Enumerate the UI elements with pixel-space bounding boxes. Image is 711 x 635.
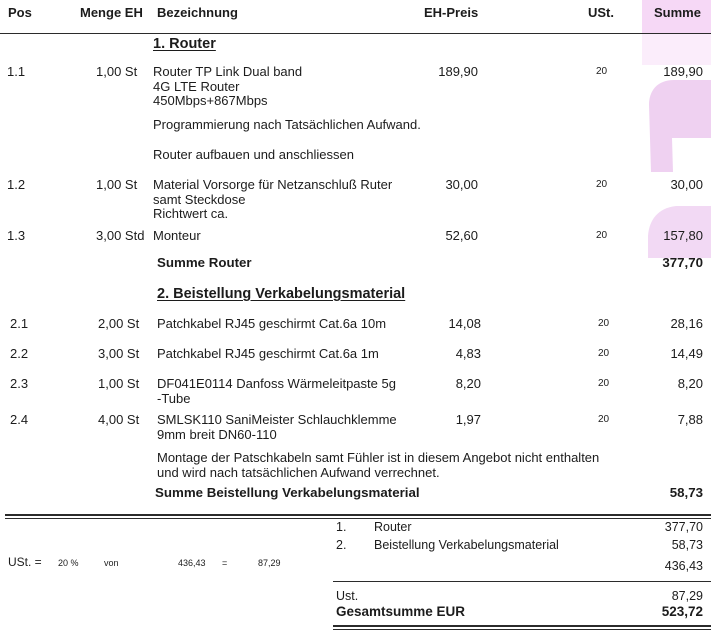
column-header-pos: Pos: [8, 5, 32, 20]
column-header-vat: USt.: [588, 5, 614, 20]
section-subtotal-label: Summe Beistellung Verkabelungsmaterial: [155, 485, 420, 500]
vat-rate: 20: [596, 179, 608, 190]
summe-column-highlight: [642, 33, 711, 65]
quantity: 1,00 St: [96, 177, 138, 192]
description-line: Monteur: [153, 228, 201, 243]
vat-calc-equals: =: [222, 558, 228, 568]
line-item-row: [0, 347, 711, 362]
description-line: SMLSK110 SaniMeister Schlauchklemme: [157, 412, 397, 427]
line-total: 7,88: [677, 412, 703, 427]
description: [157, 377, 396, 406]
vat-rate: 20: [596, 230, 608, 241]
description-line: Patchkabel RJ45 geschirmt Cat.6a 10m: [157, 316, 387, 331]
vat-calc-base: 436,43: [178, 558, 206, 568]
line-item-row: [0, 65, 711, 109]
position-number: 1.3: [7, 228, 26, 243]
vat-calc-of: von: [104, 558, 119, 568]
item-note: und wird nach tatsächlichen Aufwand verrechnet.: [157, 465, 440, 480]
section-title: 1. Router: [153, 36, 216, 52]
description: [153, 178, 392, 222]
summary-divider: [5, 518, 711, 519]
item-note: Montage der Patschkabeln samt Fühler ist in diesem Angebot nicht enthalten: [157, 450, 600, 465]
vat-calc-rate: 20 %: [58, 558, 79, 568]
grand-total-label: Gesamtsumme EUR: [336, 604, 466, 619]
unit-price: 14,08: [448, 316, 481, 331]
position-number: 1.1: [7, 64, 26, 79]
line-item-row: [0, 413, 711, 443]
summary-line-value: 377,70: [664, 520, 703, 534]
quantity: 4,00 St: [98, 412, 140, 427]
description-line: Router TP Link Dual band: [153, 64, 303, 79]
quantity: 2,00 St: [98, 316, 140, 331]
vat-label: Ust.: [336, 589, 359, 603]
vat-calc-amount: 87,29: [258, 558, 281, 568]
section-subtotal-label: Summe Router: [157, 255, 252, 270]
grand-total-underline: [333, 625, 711, 627]
unit-price: 1,97: [455, 412, 481, 427]
section-title: 2. Beistellung Verkabelungsmaterial: [157, 286, 406, 302]
unit-price: 8,20: [455, 376, 481, 391]
section-subtotal-value: 377,70: [662, 255, 703, 270]
description-line: 4G LTE Router: [153, 78, 240, 94]
line-total: 189,90: [663, 64, 703, 79]
description: [157, 413, 397, 442]
summary-line-number: 1.: [336, 520, 347, 534]
quantity: 1,00 St: [96, 64, 138, 79]
description-line: Patchkabel RJ45 geschirmt Cat.6a 1m: [157, 346, 379, 361]
summary-divider: [5, 514, 711, 516]
item-note: Programmierung nach Tatsächlichen Aufwand.: [153, 117, 421, 132]
position-number: 2.1: [10, 316, 29, 331]
column-header-total: Summe: [654, 5, 701, 20]
description-line: -Tube: [157, 390, 191, 406]
vat-calc-label: USt. =: [8, 555, 42, 569]
column-header-unit-price: EH-Preis: [424, 5, 479, 20]
total-divider: [333, 581, 711, 582]
line-total: 157,80: [663, 228, 703, 243]
description: [153, 65, 302, 109]
line-item-row: [0, 377, 711, 407]
vat-rate: 20: [598, 318, 610, 329]
unit-price: 189,90: [438, 64, 478, 79]
column-header-description: Bezeichnung: [157, 5, 238, 20]
description: [157, 317, 386, 332]
description-line: Richtwert ca.: [153, 206, 229, 221]
position-number: 2.3: [10, 376, 29, 391]
vat-rate: 20: [598, 378, 610, 389]
description-line: 9mm breit DN60-110: [157, 426, 277, 442]
line-item-row: [0, 178, 711, 222]
unit-price: 4,83: [455, 346, 481, 361]
description-line: samt Steckdose: [153, 191, 246, 207]
header-divider: [0, 33, 711, 34]
quantity: 1,00 St: [98, 376, 140, 391]
summary-line-label: Router: [374, 520, 412, 534]
summary-line-value: 58,73: [671, 538, 703, 552]
vat-rate: 20: [598, 414, 610, 425]
item-note: Router aufbauen und anschliessen: [153, 147, 354, 162]
description: [153, 229, 201, 244]
summary-line-number: 2.: [336, 538, 347, 552]
unit-price: 52,60: [445, 228, 478, 243]
column-header-quantity: Menge EH: [80, 5, 143, 20]
summary-line-label: Beistellung Verkabelungsmaterial: [374, 538, 559, 552]
grand-total-value: 523,72: [661, 604, 703, 619]
unit-price: 30,00: [445, 177, 478, 192]
quantity: 3,00 St: [98, 346, 140, 361]
grand-total-underline: [333, 629, 711, 630]
description: [157, 347, 379, 362]
description-line: 450Mbps+867Mbps: [153, 93, 268, 108]
position-number: 2.2: [10, 346, 29, 361]
line-total: 8,20: [677, 376, 703, 391]
vat-rate: 20: [598, 348, 610, 359]
description-line: DF041E0114 Danfoss Wärmeleitpaste 5g: [157, 376, 396, 391]
vat-rate: 20: [596, 66, 608, 77]
line-total: 28,16: [670, 316, 703, 331]
line-total: 30,00: [670, 177, 703, 192]
position-number: 1.2: [7, 177, 26, 192]
description-line: Material Vorsorge für Netzanschluß Ruter: [153, 177, 393, 192]
line-total: 14,49: [670, 346, 703, 361]
quantity: 3,00 Std: [96, 228, 145, 243]
line-item-row: [0, 229, 711, 244]
vat-value: 87,29: [671, 589, 703, 603]
position-number: 2.4: [10, 412, 29, 427]
section-subtotal-value: 58,73: [669, 485, 703, 500]
net-total: 436,43: [664, 559, 703, 573]
line-item-row: [0, 317, 711, 332]
